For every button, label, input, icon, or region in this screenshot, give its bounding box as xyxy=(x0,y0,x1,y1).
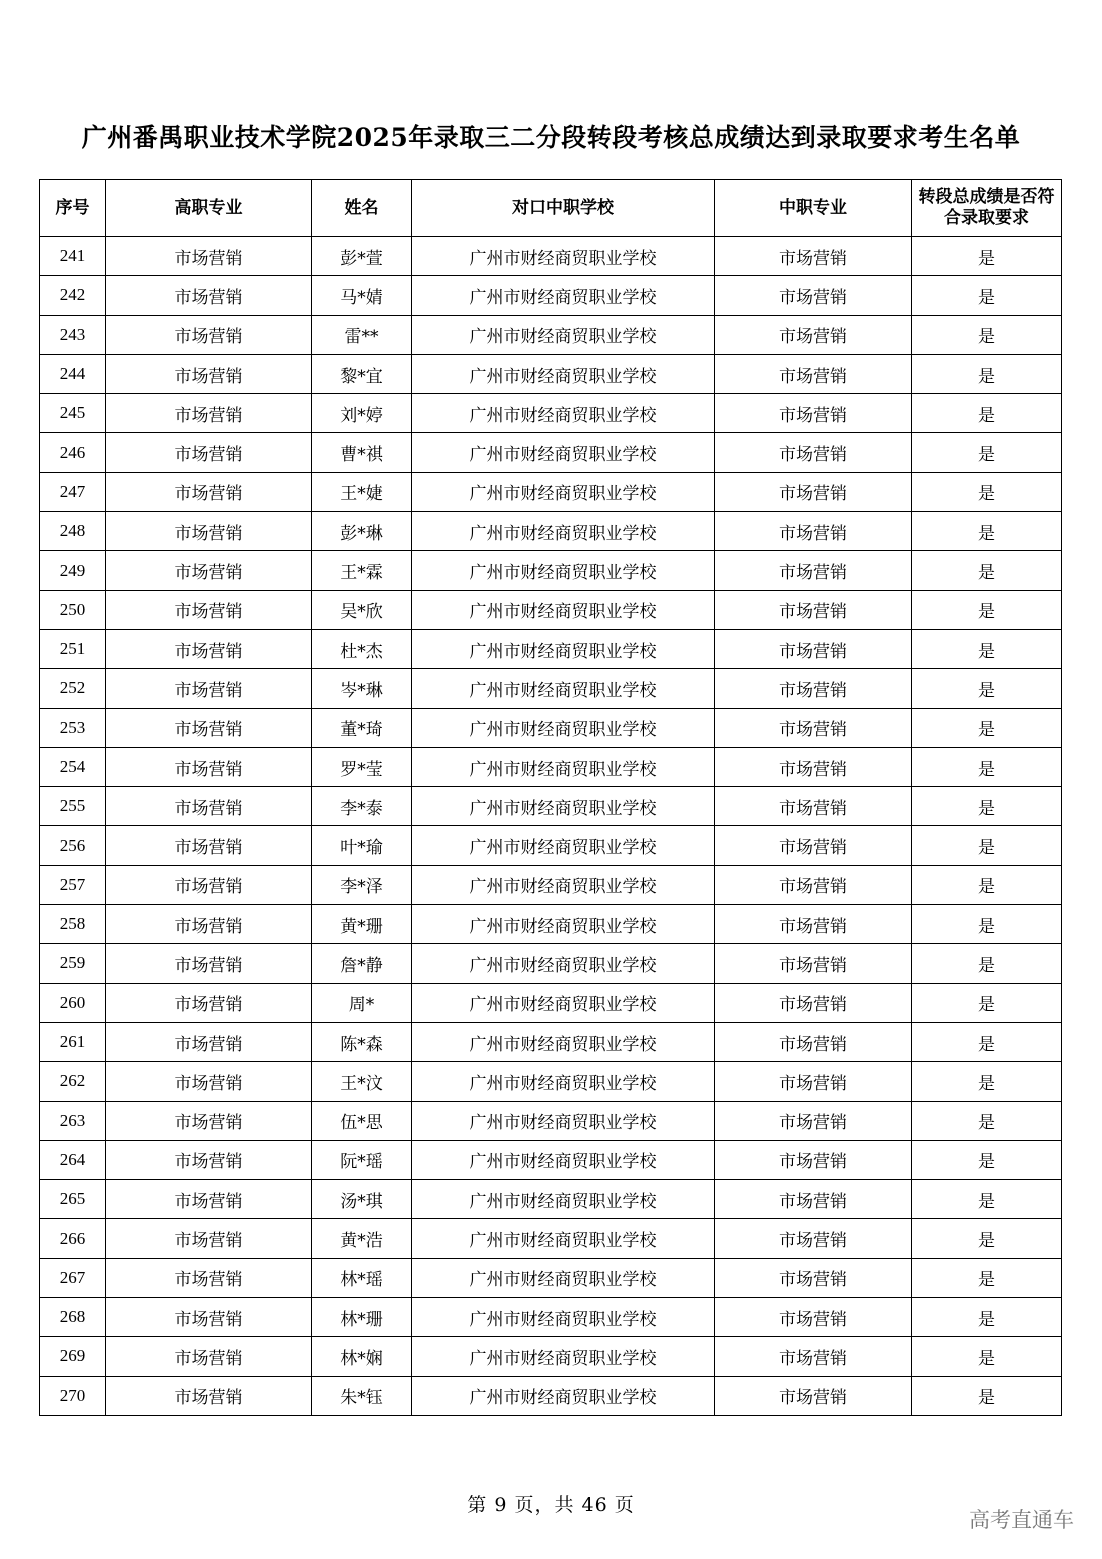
cell-meets-requirement: 是 xyxy=(912,1022,1062,1061)
cell-meets-requirement: 是 xyxy=(912,394,1062,433)
table-row xyxy=(40,826,1062,865)
cell-college-major: 市场营销 xyxy=(106,1298,312,1337)
cell-meets-requirement: 是 xyxy=(912,944,1062,983)
cell-secondary-school: 广州市财经商贸职业学校 xyxy=(412,1140,715,1179)
cell-college-major: 市场营销 xyxy=(106,708,312,747)
cell-index: 249 xyxy=(40,551,106,590)
cell-meets-requirement: 是 xyxy=(912,1337,1062,1376)
cell-secondary-major: 市场营销 xyxy=(715,865,912,904)
cell-index: 254 xyxy=(40,747,106,786)
header-college-major: 高职专业 xyxy=(106,180,312,237)
cell-meets-requirement: 是 xyxy=(912,512,1062,551)
cell-college-major: 市场营销 xyxy=(106,1022,312,1061)
header-secondary-school: 对口中职学校 xyxy=(412,180,715,237)
table-row xyxy=(40,551,1062,590)
cell-secondary-major: 市场营销 xyxy=(715,787,912,826)
cell-secondary-school: 广州市财经商贸职业学校 xyxy=(412,433,715,472)
cell-index: 252 xyxy=(40,669,106,708)
cell-college-major: 市场营销 xyxy=(106,1376,312,1415)
cell-name: 杜*杰 xyxy=(312,629,412,668)
cell-name: 伍*思 xyxy=(312,1101,412,1140)
table-row xyxy=(40,354,1062,393)
table-row xyxy=(40,590,1062,629)
cell-index: 241 xyxy=(40,237,106,276)
cell-secondary-school: 广州市财经商贸职业学校 xyxy=(412,1337,715,1376)
page-number: 第 9 页，共 46 页 xyxy=(467,1494,635,1516)
cell-name: 朱*钰 xyxy=(312,1376,412,1415)
cell-meets-requirement: 是 xyxy=(912,1062,1062,1101)
cell-index: 251 xyxy=(40,629,106,668)
table-row xyxy=(40,905,1062,944)
cell-secondary-school: 广州市财经商贸职业学校 xyxy=(412,865,715,904)
cell-secondary-school: 广州市财经商贸职业学校 xyxy=(412,944,715,983)
cell-meets-requirement: 是 xyxy=(912,1140,1062,1179)
cell-college-major: 市场营销 xyxy=(106,1258,312,1297)
cell-name: 雷** xyxy=(312,315,412,354)
cell-secondary-school: 广州市财经商贸职业学校 xyxy=(412,1376,715,1415)
cell-college-major: 市场营销 xyxy=(106,315,312,354)
cell-name: 王*霖 xyxy=(312,551,412,590)
cell-meets-requirement: 是 xyxy=(912,905,1062,944)
cell-secondary-major: 市场营销 xyxy=(715,629,912,668)
cell-name: 黎*宜 xyxy=(312,354,412,393)
cell-name: 罗*莹 xyxy=(312,747,412,786)
admission-table xyxy=(39,179,1062,1416)
cell-meets-requirement: 是 xyxy=(912,1180,1062,1219)
cell-index: 255 xyxy=(40,787,106,826)
cell-secondary-major: 市场营销 xyxy=(715,1298,912,1337)
cell-secondary-school: 广州市财经商贸职业学校 xyxy=(412,787,715,826)
cell-secondary-major: 市场营销 xyxy=(715,826,912,865)
cell-secondary-school: 广州市财经商贸职业学校 xyxy=(412,669,715,708)
header-secondary-major: 中职专业 xyxy=(715,180,912,237)
cell-name: 王*婕 xyxy=(312,472,412,511)
cell-name: 彭*琳 xyxy=(312,512,412,551)
cell-college-major: 市场营销 xyxy=(106,1101,312,1140)
cell-index: 243 xyxy=(40,315,106,354)
table-row xyxy=(40,747,1062,786)
cell-college-major: 市场营销 xyxy=(106,1219,312,1258)
cell-college-major: 市场营销 xyxy=(106,865,312,904)
cell-college-major: 市场营销 xyxy=(106,629,312,668)
cell-index: 248 xyxy=(40,512,106,551)
cell-index: 256 xyxy=(40,826,106,865)
cell-meets-requirement: 是 xyxy=(912,1376,1062,1415)
cell-meets-requirement: 是 xyxy=(912,629,1062,668)
cell-college-major: 市场营销 xyxy=(106,944,312,983)
cell-college-major: 市场营销 xyxy=(106,905,312,944)
cell-secondary-school: 广州市财经商贸职业学校 xyxy=(412,629,715,668)
cell-index: 250 xyxy=(40,590,106,629)
cell-index: 261 xyxy=(40,1022,106,1061)
cell-index: 259 xyxy=(40,944,106,983)
cell-index: 268 xyxy=(40,1298,106,1337)
cell-meets-requirement: 是 xyxy=(912,826,1062,865)
cell-meets-requirement: 是 xyxy=(912,1219,1062,1258)
header-meets-requirement: 转段总成绩是否符合录取要求 xyxy=(912,180,1062,237)
cell-secondary-school: 广州市财经商贸职业学校 xyxy=(412,1258,715,1297)
table-row xyxy=(40,1062,1062,1101)
cell-college-major: 市场营销 xyxy=(106,1140,312,1179)
cell-secondary-school: 广州市财经商贸职业学校 xyxy=(412,1101,715,1140)
cell-name: 林*瑶 xyxy=(312,1258,412,1297)
cell-college-major: 市场营销 xyxy=(106,512,312,551)
cell-meets-requirement: 是 xyxy=(912,865,1062,904)
cell-meets-requirement: 是 xyxy=(912,276,1062,315)
cell-secondary-school: 广州市财经商贸职业学校 xyxy=(412,1298,715,1337)
cell-meets-requirement: 是 xyxy=(912,1298,1062,1337)
cell-secondary-school: 广州市财经商贸职业学校 xyxy=(412,354,715,393)
header-index: 序号 xyxy=(40,180,106,237)
table-row xyxy=(40,983,1062,1022)
table-row xyxy=(40,315,1062,354)
cell-meets-requirement: 是 xyxy=(912,433,1062,472)
cell-name: 黄*浩 xyxy=(312,1219,412,1258)
table-row xyxy=(40,237,1062,276)
cell-college-major: 市场营销 xyxy=(106,472,312,511)
cell-college-major: 市场营销 xyxy=(106,983,312,1022)
cell-college-major: 市场营销 xyxy=(106,551,312,590)
cell-meets-requirement: 是 xyxy=(912,708,1062,747)
cell-name: 黄*珊 xyxy=(312,905,412,944)
cell-college-major: 市场营销 xyxy=(106,1337,312,1376)
cell-college-major: 市场营销 xyxy=(106,747,312,786)
cell-meets-requirement: 是 xyxy=(912,551,1062,590)
page-title: 广州番禺职业技术学院2025年录取三二分段转段考核总成绩达到录取要求考生名单 xyxy=(81,123,1021,152)
cell-college-major: 市场营销 xyxy=(106,787,312,826)
cell-secondary-school: 广州市财经商贸职业学校 xyxy=(412,747,715,786)
table-row xyxy=(40,1298,1062,1337)
cell-secondary-school: 广州市财经商贸职业学校 xyxy=(412,1022,715,1061)
cell-meets-requirement: 是 xyxy=(912,590,1062,629)
table-row xyxy=(40,1337,1062,1376)
cell-name: 曹*祺 xyxy=(312,433,412,472)
table-row xyxy=(40,669,1062,708)
cell-secondary-major: 市场营销 xyxy=(715,1337,912,1376)
cell-name: 陈*森 xyxy=(312,1022,412,1061)
cell-secondary-school: 广州市财经商贸职业学校 xyxy=(412,472,715,511)
cell-name: 叶*瑜 xyxy=(312,826,412,865)
cell-college-major: 市场营销 xyxy=(106,1062,312,1101)
cell-index: 263 xyxy=(40,1101,106,1140)
cell-meets-requirement: 是 xyxy=(912,315,1062,354)
cell-index: 246 xyxy=(40,433,106,472)
table-header-row xyxy=(40,180,1062,237)
cell-secondary-major: 市场营销 xyxy=(715,944,912,983)
table-row xyxy=(40,629,1062,668)
cell-secondary-major: 市场营销 xyxy=(715,1022,912,1061)
cell-secondary-major: 市场营销 xyxy=(715,1258,912,1297)
watermark: 高考直通车 xyxy=(969,1508,1074,1532)
cell-meets-requirement: 是 xyxy=(912,787,1062,826)
cell-college-major: 市场营销 xyxy=(106,237,312,276)
cell-index: 262 xyxy=(40,1062,106,1101)
cell-secondary-school: 广州市财经商贸职业学校 xyxy=(412,590,715,629)
cell-secondary-major: 市场营销 xyxy=(715,472,912,511)
cell-college-major: 市场营销 xyxy=(106,276,312,315)
cell-secondary-major: 市场营销 xyxy=(715,315,912,354)
cell-name: 李*泰 xyxy=(312,787,412,826)
cell-index: 264 xyxy=(40,1140,106,1179)
cell-secondary-school: 广州市财经商贸职业学校 xyxy=(412,983,715,1022)
cell-name: 林*娴 xyxy=(312,1337,412,1376)
cell-name: 吴*欣 xyxy=(312,590,412,629)
table-row xyxy=(40,787,1062,826)
cell-index: 247 xyxy=(40,472,106,511)
cell-index: 258 xyxy=(40,905,106,944)
cell-secondary-school: 广州市财经商贸职业学校 xyxy=(412,1180,715,1219)
cell-secondary-major: 市场营销 xyxy=(715,983,912,1022)
cell-name: 周* xyxy=(312,983,412,1022)
cell-name: 马*婧 xyxy=(312,276,412,315)
table-row xyxy=(40,394,1062,433)
table-row xyxy=(40,1376,1062,1415)
cell-secondary-school: 广州市财经商贸职业学校 xyxy=(412,905,715,944)
cell-name: 汤*琪 xyxy=(312,1180,412,1219)
cell-secondary-school: 广州市财经商贸职业学校 xyxy=(412,315,715,354)
cell-meets-requirement: 是 xyxy=(912,1258,1062,1297)
table-row xyxy=(40,276,1062,315)
cell-secondary-school: 广州市财经商贸职业学校 xyxy=(412,1219,715,1258)
cell-secondary-school: 广州市财经商贸职业学校 xyxy=(412,551,715,590)
cell-secondary-major: 市场营销 xyxy=(715,1180,912,1219)
cell-index: 269 xyxy=(40,1337,106,1376)
table-body xyxy=(40,237,1062,1416)
cell-meets-requirement: 是 xyxy=(912,354,1062,393)
cell-name: 董*琦 xyxy=(312,708,412,747)
cell-name: 阮*瑶 xyxy=(312,1140,412,1179)
table-row xyxy=(40,865,1062,904)
cell-name: 彭*萱 xyxy=(312,237,412,276)
table-row xyxy=(40,512,1062,551)
cell-secondary-school: 广州市财经商贸职业学校 xyxy=(412,512,715,551)
cell-name: 岑*琳 xyxy=(312,669,412,708)
cell-index: 270 xyxy=(40,1376,106,1415)
cell-secondary-major: 市场营销 xyxy=(715,1376,912,1415)
cell-secondary-school: 广州市财经商贸职业学校 xyxy=(412,276,715,315)
cell-college-major: 市场营销 xyxy=(106,394,312,433)
cell-secondary-major: 市场营销 xyxy=(715,394,912,433)
cell-meets-requirement: 是 xyxy=(912,237,1062,276)
cell-secondary-major: 市场营销 xyxy=(715,747,912,786)
cell-secondary-major: 市场营销 xyxy=(715,905,912,944)
cell-college-major: 市场营销 xyxy=(106,826,312,865)
cell-secondary-school: 广州市财经商贸职业学校 xyxy=(412,826,715,865)
cell-secondary-school: 广州市财经商贸职业学校 xyxy=(412,1062,715,1101)
cell-name: 林*珊 xyxy=(312,1298,412,1337)
cell-secondary-major: 市场营销 xyxy=(715,551,912,590)
cell-meets-requirement: 是 xyxy=(912,983,1062,1022)
table-row xyxy=(40,1101,1062,1140)
table-row xyxy=(40,1022,1062,1061)
table-row xyxy=(40,472,1062,511)
cell-secondary-major: 市场营销 xyxy=(715,708,912,747)
cell-secondary-major: 市场营销 xyxy=(715,1219,912,1258)
cell-meets-requirement: 是 xyxy=(912,472,1062,511)
table-row xyxy=(40,1219,1062,1258)
table-row xyxy=(40,708,1062,747)
cell-index: 244 xyxy=(40,354,106,393)
cell-name: 王*汶 xyxy=(312,1062,412,1101)
cell-secondary-school: 广州市财经商贸职业学校 xyxy=(412,394,715,433)
cell-meets-requirement: 是 xyxy=(912,747,1062,786)
cell-college-major: 市场营销 xyxy=(106,433,312,472)
cell-college-major: 市场营销 xyxy=(106,1180,312,1219)
cell-index: 266 xyxy=(40,1219,106,1258)
table-row xyxy=(40,1258,1062,1297)
table-row xyxy=(40,1140,1062,1179)
cell-college-major: 市场营销 xyxy=(106,669,312,708)
table-row xyxy=(40,1180,1062,1219)
cell-index: 267 xyxy=(40,1258,106,1297)
cell-secondary-major: 市场营销 xyxy=(715,1140,912,1179)
cell-secondary-major: 市场营销 xyxy=(715,354,912,393)
cell-name: 李*泽 xyxy=(312,865,412,904)
cell-name: 刘*婷 xyxy=(312,394,412,433)
cell-meets-requirement: 是 xyxy=(912,669,1062,708)
cell-name: 詹*静 xyxy=(312,944,412,983)
cell-secondary-major: 市场营销 xyxy=(715,590,912,629)
cell-index: 260 xyxy=(40,983,106,1022)
cell-secondary-major: 市场营销 xyxy=(715,1101,912,1140)
cell-secondary-school: 广州市财经商贸职业学校 xyxy=(412,237,715,276)
cell-secondary-major: 市场营销 xyxy=(715,669,912,708)
table-row xyxy=(40,944,1062,983)
cell-index: 245 xyxy=(40,394,106,433)
cell-secondary-major: 市场营销 xyxy=(715,512,912,551)
table-row xyxy=(40,433,1062,472)
cell-index: 242 xyxy=(40,276,106,315)
cell-secondary-major: 市场营销 xyxy=(715,276,912,315)
cell-index: 257 xyxy=(40,865,106,904)
cell-college-major: 市场营销 xyxy=(106,590,312,629)
header-name: 姓名 xyxy=(312,180,412,237)
cell-index: 265 xyxy=(40,1180,106,1219)
cell-secondary-major: 市场营销 xyxy=(715,237,912,276)
cell-meets-requirement: 是 xyxy=(912,1101,1062,1140)
cell-secondary-major: 市场营销 xyxy=(715,1062,912,1101)
cell-secondary-school: 广州市财经商贸职业学校 xyxy=(412,708,715,747)
cell-index: 253 xyxy=(40,708,106,747)
cell-college-major: 市场营销 xyxy=(106,354,312,393)
cell-secondary-major: 市场营销 xyxy=(715,433,912,472)
